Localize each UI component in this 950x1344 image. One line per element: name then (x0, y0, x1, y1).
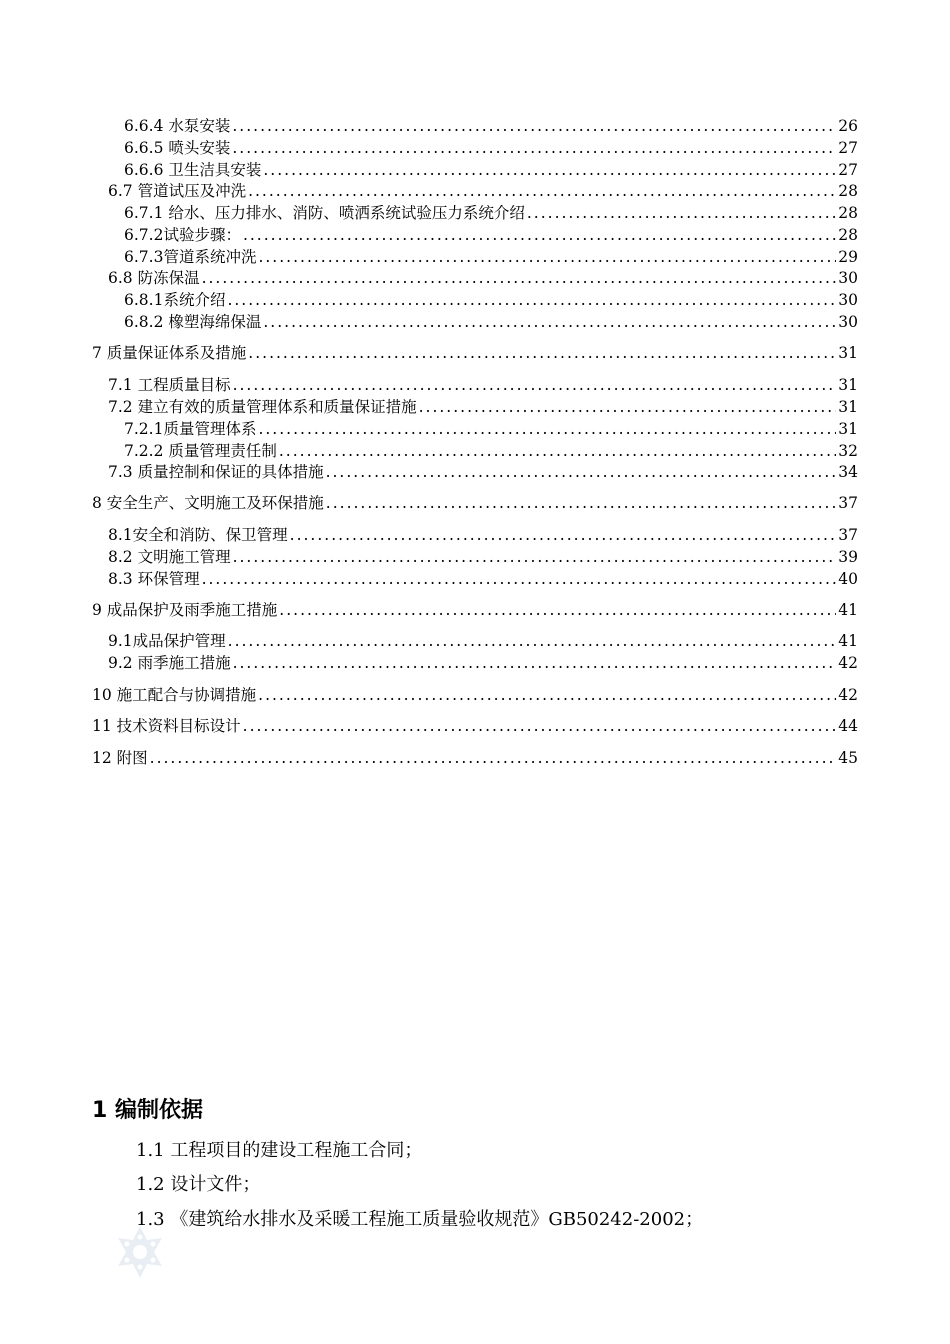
toc-dot-leader (263, 312, 836, 332)
toc-entry[interactable] (124, 290, 858, 310)
toc-dot-leader (202, 268, 837, 288)
toc-page-number: 42 (838, 686, 858, 704)
toc-entry[interactable] (108, 569, 858, 589)
toc-dot-leader (248, 181, 836, 201)
toc-entry[interactable] (124, 441, 858, 461)
toc-page-number: 31 (838, 398, 858, 416)
toc-dot-leader (279, 441, 836, 461)
toc-entry[interactable] (124, 247, 858, 267)
toc-page-number: 41 (838, 601, 858, 619)
toc-entry-title: 11 技术资料目标设计 (92, 717, 241, 735)
toc-entry[interactable] (108, 268, 858, 288)
toc-entry[interactable] (92, 343, 858, 363)
toc-entry-title: 6.7.2试验步骤： (124, 226, 241, 244)
toc-dot-leader (243, 225, 836, 245)
toc-dot-leader (258, 247, 836, 267)
toc-dot-leader (233, 375, 837, 395)
toc-entry[interactable] (108, 462, 858, 482)
toc-entry-title: 7.2.1质量管理体系 (124, 420, 257, 438)
toc-entry[interactable] (108, 375, 858, 395)
toc-entry-title: 7 质量保证体系及措施 (92, 344, 247, 362)
toc-page-number: 39 (838, 548, 858, 566)
toc-dot-leader (326, 493, 836, 513)
toc-entry-title: 7.2.2 质量管理责任制 (124, 442, 277, 460)
toc-dot-leader (263, 160, 836, 180)
toc-entry-title: 6.8.1系统介绍 (124, 291, 226, 309)
snowflake-logo-icon (110, 1222, 170, 1282)
toc-dot-leader (233, 653, 837, 673)
toc-entry-title: 6.8.2 橡塑海绵保温 (124, 313, 262, 331)
toc-dot-leader (228, 631, 837, 651)
toc-entry-title: 6.6.4 水泵安装 (124, 117, 231, 135)
toc-entry-title: 9 成品保护及雨季施工措施 (92, 601, 278, 619)
toc-dot-leader (248, 343, 836, 363)
toc-entry[interactable] (92, 685, 858, 705)
toc-entry-title: 6.6.6 卫生洁具安装 (124, 161, 262, 179)
toc-dot-leader (258, 419, 836, 439)
toc-entry-title: 6.8 防冻保温 (108, 269, 200, 287)
toc-dot-leader (232, 138, 836, 158)
toc-page-number: 45 (838, 749, 858, 767)
toc-dot-leader (326, 462, 837, 482)
toc-dot-leader (227, 290, 836, 310)
toc-entry[interactable] (124, 312, 858, 332)
toc-page-number: 31 (838, 420, 858, 438)
toc-page-number: 37 (838, 526, 858, 544)
toc-entry-title: 8.3 环保管理 (108, 570, 200, 588)
toc-page-number: 28 (838, 226, 858, 244)
toc-entry[interactable] (92, 600, 858, 620)
toc-entry[interactable] (124, 116, 858, 136)
toc-entry-title: 6.7 管道试压及冲洗 (108, 182, 247, 200)
toc-entry-title: 7.3 质量控制和保证的具体措施 (108, 463, 324, 481)
toc-entry-title: 7.1 工程质量目标 (108, 376, 231, 394)
toc-entry[interactable] (124, 138, 858, 158)
toc-entry[interactable] (108, 397, 858, 417)
toc-page-number: 30 (838, 291, 858, 309)
toc-page-number: 30 (838, 313, 858, 331)
toc-page-number: 44 (838, 717, 858, 735)
toc-entry-title: 10 施工配合与协调措施 (92, 686, 257, 704)
toc-dot-leader (150, 748, 837, 768)
basis-item: 1.3 《建筑给水排水及采暖工程施工质量验收规范》GB50242-2002； (136, 1209, 704, 1230)
toc-page-number: 34 (838, 463, 858, 481)
section-heading: 1 编制依据 (92, 1098, 203, 1123)
toc-entry-title: 12 附图 (92, 749, 148, 767)
toc-page-number: 32 (838, 442, 858, 460)
toc-page-number: 40 (838, 570, 858, 588)
toc-entry[interactable] (108, 631, 858, 651)
toc-entry[interactable] (92, 493, 858, 513)
toc-entry[interactable] (124, 203, 858, 223)
toc-entry[interactable] (108, 547, 858, 567)
basis-item: 1.2 设计文件； (136, 1174, 261, 1195)
toc-entry[interactable] (108, 181, 858, 201)
toc-dot-leader (419, 397, 837, 417)
toc-dot-leader (243, 716, 837, 736)
basis-item: 1.1 工程项目的建设工程施工合同； (136, 1140, 423, 1161)
toc-entry-title: 9.2 雨季施工措施 (108, 654, 231, 672)
toc-dot-leader (202, 569, 837, 589)
toc-entry-title: 6.7.1 给水、压力排水、消防、喷洒系统试验压力系统介绍 (124, 204, 525, 222)
toc-entry-title: 6.6.5 喷头安装 (124, 139, 231, 157)
toc-page-number: 29 (838, 248, 858, 266)
toc-entry[interactable] (124, 225, 858, 245)
toc-page-number: 28 (838, 182, 858, 200)
toc-entry-title: 8.2 文明施工管理 (108, 548, 231, 566)
toc-page-number: 42 (838, 654, 858, 672)
toc-dot-leader (290, 525, 837, 545)
toc-dot-leader (258, 685, 836, 705)
toc-entry[interactable] (92, 748, 858, 768)
toc-entry-title: 9.1成品保护管理 (108, 632, 226, 650)
toc-entry[interactable] (124, 419, 858, 439)
toc-page-number: 26 (838, 117, 858, 135)
toc-page-number: 41 (838, 632, 858, 650)
toc-dot-leader (279, 600, 836, 620)
toc-page-number: 27 (838, 161, 858, 179)
toc-entry[interactable] (108, 525, 858, 545)
toc-page-number: 30 (838, 269, 858, 287)
toc-entry-title: 8 安全生产、文明施工及环保措施 (92, 494, 324, 512)
toc-page-number: 31 (838, 376, 858, 394)
toc-page-number: 31 (838, 344, 858, 362)
toc-page-number: 27 (838, 139, 858, 157)
toc-entry-title: 6.7.3管道系统冲洗 (124, 248, 257, 266)
toc-dot-leader (232, 116, 836, 136)
toc-page-number: 28 (838, 204, 858, 222)
toc-entry[interactable] (108, 653, 858, 673)
toc-entry[interactable] (92, 716, 858, 736)
toc-entry-title: 7.2 建立有效的质量管理体系和质量保证措施 (108, 398, 417, 416)
toc-dot-leader (527, 203, 836, 223)
toc-entry[interactable] (124, 160, 858, 180)
toc-entry-title: 8.1安全和消防、保卫管理 (108, 526, 288, 544)
toc-dot-leader (233, 547, 837, 567)
toc-page-number: 37 (838, 494, 858, 512)
